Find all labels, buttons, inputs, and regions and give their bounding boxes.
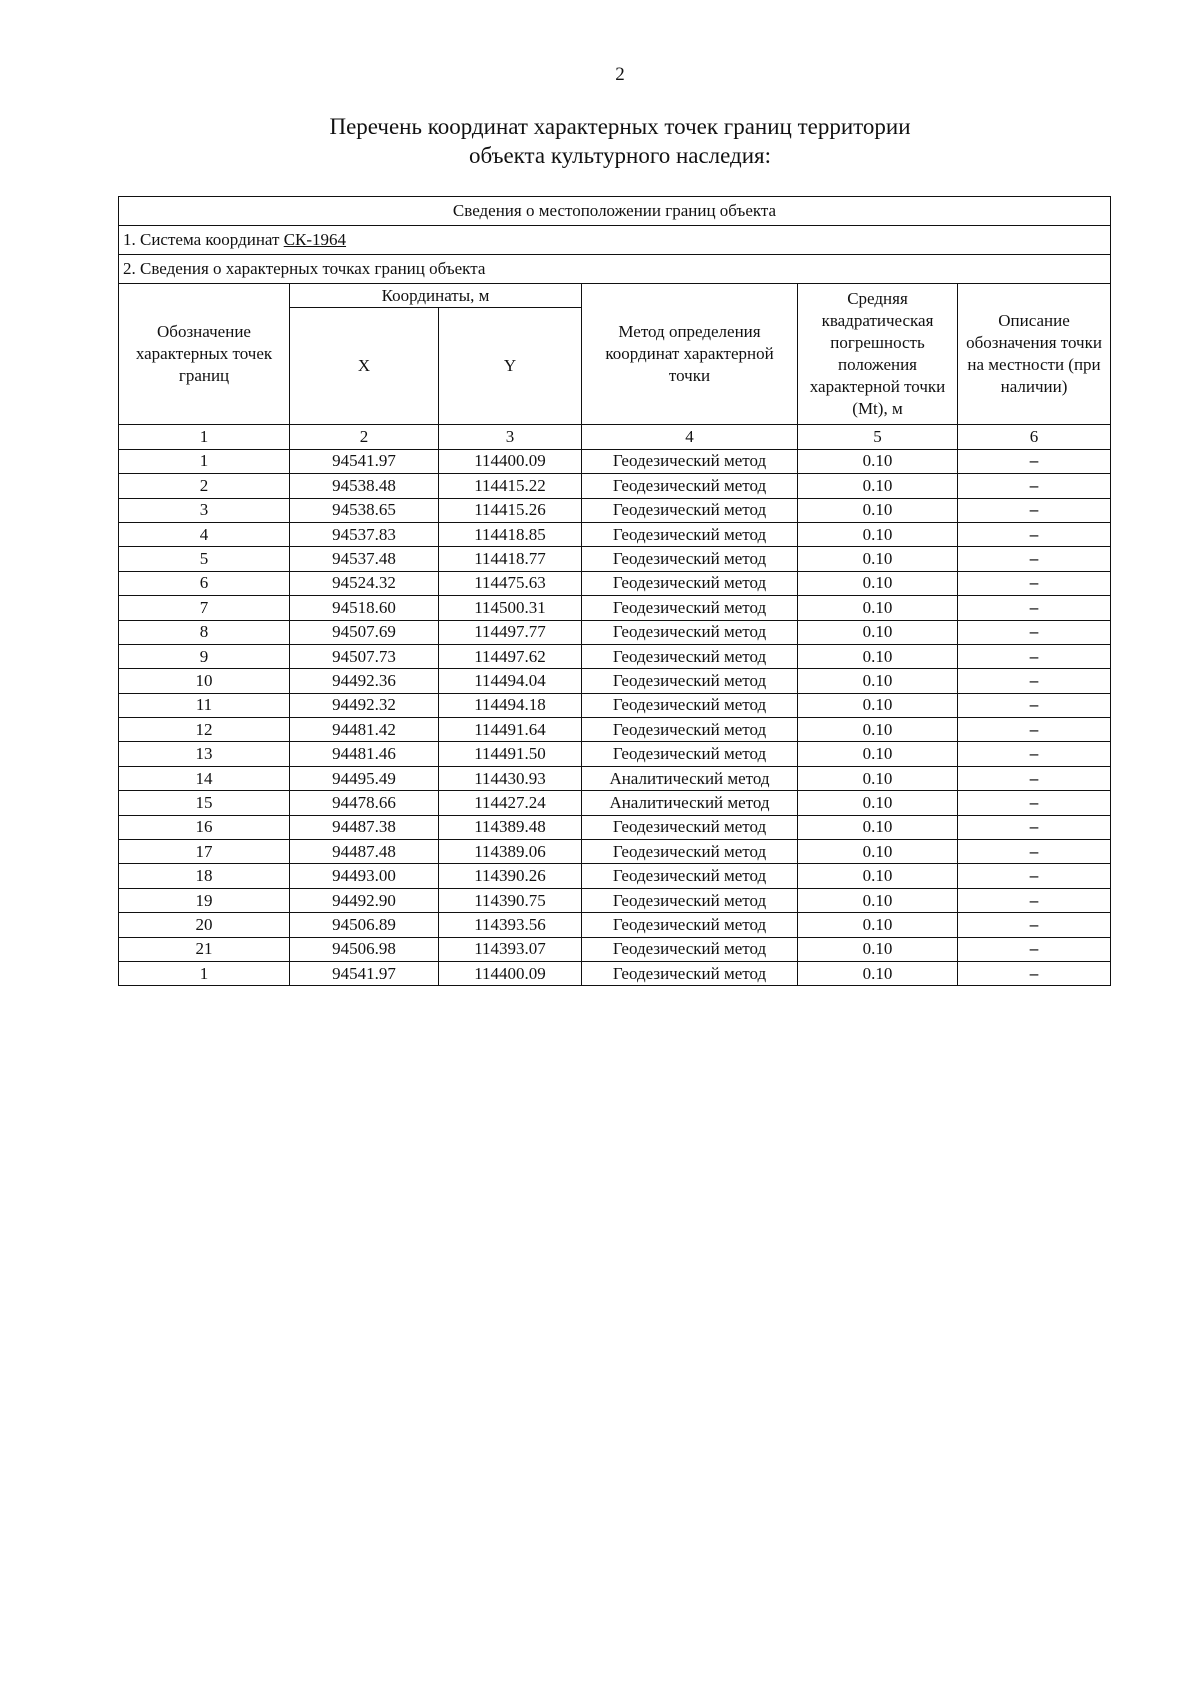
cell-x: 94524.32 <box>290 571 439 595</box>
col-header-error: Средняя квадратическая погрешность положения характерной точки (Mt), м <box>798 284 958 425</box>
cell-method: Геодезический метод <box>582 596 798 620</box>
cell-method: Геодезический метод <box>582 669 798 693</box>
cell-desc: – <box>958 669 1111 693</box>
cell-method: Аналитический метод <box>582 766 798 790</box>
table-row <box>119 840 1111 864</box>
cell-point: 7 <box>119 596 290 620</box>
col-number-3: 3 <box>439 425 582 449</box>
coord-system-label: 1. Система координат <box>123 230 284 249</box>
cell-point: 5 <box>119 547 290 571</box>
cell-method: Геодезический метод <box>582 742 798 766</box>
table-row <box>119 913 1111 937</box>
cell-point: 4 <box>119 522 290 546</box>
cell-point: 9 <box>119 644 290 668</box>
title-line-2: объекта культурного наследия: <box>468 143 772 168</box>
cell-error: 0.10 <box>798 522 958 546</box>
cell-y: 114390.26 <box>439 864 582 888</box>
col-number-6: 6 <box>958 425 1111 449</box>
table-row <box>119 644 1111 668</box>
cell-x: 94493.00 <box>290 864 439 888</box>
table-row <box>119 596 1111 620</box>
coord-system-row <box>119 226 1111 255</box>
cell-error: 0.10 <box>798 620 958 644</box>
cell-desc: – <box>958 571 1111 595</box>
cell-method: Геодезический метод <box>582 522 798 546</box>
table-row <box>119 718 1111 742</box>
cell-method: Геодезический метод <box>582 547 798 571</box>
cell-point: 15 <box>119 791 290 815</box>
table-row <box>119 498 1111 522</box>
cell-error: 0.10 <box>798 693 958 717</box>
col-number-1: 1 <box>119 425 290 449</box>
col-number-2: 2 <box>290 425 439 449</box>
cell-y: 114415.22 <box>439 474 582 498</box>
col-number-4: 4 <box>582 425 798 449</box>
cell-method: Геодезический метод <box>582 620 798 644</box>
cell-y: 114491.50 <box>439 742 582 766</box>
table-row <box>119 815 1111 839</box>
col-header-point: Обозначение характерных точек границ <box>119 284 290 425</box>
table-row <box>119 620 1111 644</box>
cell-y: 114389.48 <box>439 815 582 839</box>
cell-x: 94537.83 <box>290 522 439 546</box>
cell-y: 114393.56 <box>439 913 582 937</box>
cell-x: 94481.42 <box>290 718 439 742</box>
cell-method: Геодезический метод <box>582 693 798 717</box>
col-header-y: Y <box>439 308 582 425</box>
title-line-1: Перечень координат характерных точек границ территории <box>329 114 911 139</box>
cell-error: 0.10 <box>798 791 958 815</box>
cell-desc: – <box>958 937 1111 961</box>
cell-x: 94478.66 <box>290 791 439 815</box>
cell-method: Геодезический метод <box>582 498 798 522</box>
cell-method: Геодезический метод <box>582 961 798 985</box>
cell-y: 114491.64 <box>439 718 582 742</box>
cell-error: 0.10 <box>798 547 958 571</box>
cell-error: 0.10 <box>798 596 958 620</box>
cell-point: 16 <box>119 815 290 839</box>
cell-point: 3 <box>119 498 290 522</box>
table-row <box>119 571 1111 595</box>
table-row <box>119 864 1111 888</box>
table-row <box>119 766 1111 790</box>
cell-y: 114475.63 <box>439 571 582 595</box>
cell-method: Геодезический метод <box>582 571 798 595</box>
cell-point: 13 <box>119 742 290 766</box>
table-row <box>119 937 1111 961</box>
cell-error: 0.10 <box>798 961 958 985</box>
cell-method: Аналитический метод <box>582 791 798 815</box>
cell-desc: – <box>958 474 1111 498</box>
cell-point: 6 <box>119 571 290 595</box>
cell-desc: – <box>958 766 1111 790</box>
cell-y: 114393.07 <box>439 937 582 961</box>
cell-method: Геодезический метод <box>582 840 798 864</box>
cell-method: Геодезический метод <box>582 888 798 912</box>
cell-x: 94487.38 <box>290 815 439 839</box>
cell-y: 114497.77 <box>439 620 582 644</box>
cell-y: 114415.26 <box>439 498 582 522</box>
cell-x: 94507.69 <box>290 620 439 644</box>
cell-y: 114497.62 <box>439 644 582 668</box>
cell-y: 114418.77 <box>439 547 582 571</box>
col-header-coords: Координаты, м <box>290 284 582 308</box>
cell-desc: – <box>958 522 1111 546</box>
cell-desc: – <box>958 693 1111 717</box>
cell-point: 8 <box>119 620 290 644</box>
cell-desc: – <box>958 498 1111 522</box>
cell-desc: – <box>958 596 1111 620</box>
cell-error: 0.10 <box>798 498 958 522</box>
cell-y: 114418.85 <box>439 522 582 546</box>
cell-x: 94495.49 <box>290 766 439 790</box>
table-row <box>119 449 1111 473</box>
cell-x: 94492.32 <box>290 693 439 717</box>
cell-point: 12 <box>119 718 290 742</box>
page-number: 2 <box>615 64 625 85</box>
cell-point: 20 <box>119 913 290 937</box>
table-row <box>119 961 1111 985</box>
col-header-desc: Описание обозначения точки на местности (при наличии) <box>958 284 1111 425</box>
cell-method: Геодезический метод <box>582 474 798 498</box>
cell-error: 0.10 <box>798 669 958 693</box>
cell-point: 14 <box>119 766 290 790</box>
cell-desc: – <box>958 449 1111 473</box>
cell-y: 114389.06 <box>439 840 582 864</box>
table-row <box>119 522 1111 546</box>
cell-error: 0.10 <box>798 449 958 473</box>
cell-error: 0.10 <box>798 840 958 864</box>
cell-x: 94507.73 <box>290 644 439 668</box>
table-row <box>119 669 1111 693</box>
cell-method: Геодезический метод <box>582 815 798 839</box>
cell-error: 0.10 <box>798 474 958 498</box>
cell-x: 94487.48 <box>290 840 439 864</box>
cell-desc: – <box>958 864 1111 888</box>
cell-error: 0.10 <box>798 888 958 912</box>
cell-point: 1 <box>119 449 290 473</box>
cell-desc: – <box>958 547 1111 571</box>
cell-desc: – <box>958 913 1111 937</box>
cell-point: 11 <box>119 693 290 717</box>
col-header-method: Метод определения координат характерной точки <box>582 284 798 425</box>
col-header-x: X <box>290 308 439 425</box>
cell-x: 94492.36 <box>290 669 439 693</box>
cell-error: 0.10 <box>798 742 958 766</box>
table-row <box>119 791 1111 815</box>
cell-desc: – <box>958 815 1111 839</box>
cell-method: Геодезический метод <box>582 937 798 961</box>
cell-error: 0.10 <box>798 718 958 742</box>
cell-y: 114400.09 <box>439 961 582 985</box>
cell-y: 114430.93 <box>439 766 582 790</box>
cell-y: 114400.09 <box>439 449 582 473</box>
cell-x: 94537.48 <box>290 547 439 571</box>
cell-point: 2 <box>119 474 290 498</box>
cell-desc: – <box>958 718 1111 742</box>
table-row <box>119 474 1111 498</box>
cell-x: 94518.60 <box>290 596 439 620</box>
cell-desc: – <box>958 791 1111 815</box>
cell-error: 0.10 <box>798 913 958 937</box>
cell-method: Геодезический метод <box>582 913 798 937</box>
cell-desc: – <box>958 742 1111 766</box>
cell-x: 94538.65 <box>290 498 439 522</box>
cell-method: Геодезический метод <box>582 644 798 668</box>
cell-y: 114494.04 <box>439 669 582 693</box>
col-number-5: 5 <box>798 425 958 449</box>
cell-point: 1 <box>119 961 290 985</box>
cell-point: 17 <box>119 840 290 864</box>
cell-desc: – <box>958 840 1111 864</box>
cell-point: 21 <box>119 937 290 961</box>
cell-desc: – <box>958 620 1111 644</box>
cell-x: 94506.89 <box>290 913 439 937</box>
cell-x: 94492.90 <box>290 888 439 912</box>
cell-error: 0.10 <box>798 815 958 839</box>
cell-y: 114500.31 <box>439 596 582 620</box>
cell-point: 18 <box>119 864 290 888</box>
cell-error: 0.10 <box>798 864 958 888</box>
cell-point: 10 <box>119 669 290 693</box>
cell-desc: – <box>958 644 1111 668</box>
points-header: 2. Сведения о характерных точках границ объекта <box>119 255 1111 284</box>
cell-desc: – <box>958 961 1111 985</box>
cell-desc: – <box>958 888 1111 912</box>
cell-method: Геодезический метод <box>582 449 798 473</box>
table-row <box>119 547 1111 571</box>
table-row <box>119 693 1111 717</box>
table-row <box>119 742 1111 766</box>
cell-y: 114390.75 <box>439 888 582 912</box>
cell-x: 94481.46 <box>290 742 439 766</box>
cell-error: 0.10 <box>798 766 958 790</box>
cell-error: 0.10 <box>798 571 958 595</box>
table-row <box>119 888 1111 912</box>
page-title <box>0 112 1200 170</box>
cell-x: 94538.48 <box>290 474 439 498</box>
cell-y: 114427.24 <box>439 791 582 815</box>
cell-point: 19 <box>119 888 290 912</box>
cell-x: 94541.97 <box>290 961 439 985</box>
cell-x: 94506.98 <box>290 937 439 961</box>
cell-error: 0.10 <box>798 937 958 961</box>
cell-y: 114494.18 <box>439 693 582 717</box>
cell-method: Геодезический метод <box>582 864 798 888</box>
coordinates-table <box>118 196 1111 986</box>
coord-system-value: СК-1964 <box>283 230 347 249</box>
cell-error: 0.10 <box>798 644 958 668</box>
cell-x: 94541.97 <box>290 449 439 473</box>
cell-method: Геодезический метод <box>582 718 798 742</box>
section-header: Сведения о местоположении границ объекта <box>119 197 1111 226</box>
